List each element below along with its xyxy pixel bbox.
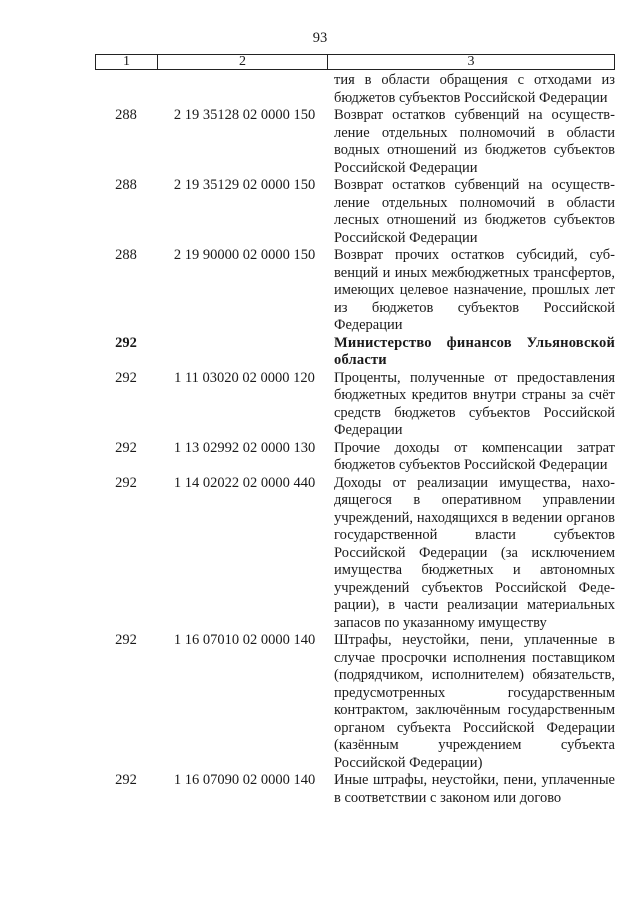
description-cell: Прочие доходы от компенсации затрат бюджетов субъектов Российской Федерации — [334, 439, 615, 473]
table-body — [95, 72, 615, 807]
table-row — [95, 107, 615, 177]
admin-code-cell: 292 — [115, 439, 137, 456]
table-row — [95, 632, 615, 772]
budget-code-cell: 2 19 35128 02 0000 150 — [173, 107, 316, 123]
table-row — [95, 475, 615, 633]
budget-code-cell: 2 19 35129 02 0000 150 — [173, 177, 316, 193]
description-cell: тия в области обращения с отходами из бюджетов субъектов Российской Федерации — [334, 72, 615, 106]
admin-code-cell: 292 — [115, 334, 137, 351]
admin-code-cell: 292 — [115, 474, 137, 491]
table-row — [95, 177, 615, 247]
description-cell: Доходы от реализации имущества, находящегося в оперативном управлении учреждений, находящихся в ведении органов государственной власти субъектов Российской Федерации (за исключением имущества бюджетных и автономных учреждений субъектов Российской Федерации), в части реализации материальных запасов по указанному имуществу — [334, 474, 615, 631]
description-cell: Проценты, полученные от предоставления бюджетных кредитов внутри страны за счёт средств бюджетов субъектов Российской Федерации — [334, 369, 615, 438]
header-col-2: 2 — [158, 55, 328, 69]
budget-code-cell: 1 11 03020 02 0000 120 — [174, 369, 315, 386]
admin-code-cell: 288 — [115, 247, 137, 263]
budget-code-cell: 2 19 90000 02 0000 150 — [173, 247, 316, 263]
budget-code-cell: 1 16 07090 02 0000 140 — [173, 772, 316, 788]
admin-code-cell: 288 — [115, 107, 137, 123]
description-cell: Возврат остатков субвенций на осуществление отдельных полномочий в области лесных отношений из бюджетов субъектов Российской Федерации — [334, 177, 615, 246]
table-row — [95, 247, 615, 335]
budget-code-cell — [157, 72, 332, 107]
admin-code-cell — [95, 72, 157, 107]
budget-code-cell: 1 13 02992 02 0000 130 — [173, 439, 316, 456]
table-row — [95, 440, 615, 475]
budget-code-cell: 1 14 02022 02 0000 440 — [173, 474, 316, 491]
table-header-row — [95, 54, 615, 70]
description-cell: Штрафы, неустойки, пени, уплаченные в случае просрочки исполнения поставщиком (подрядчиком, исполнителем) обязательств, предусмотренных государственным контрактом, заключённым государственным органом субъекта Российской Федерации (казённым учреждением субъекта Российской Федерации) — [334, 632, 615, 771]
description-cell: Возврат прочих остатков субсидий, субвенций и иных межбюджетных трансфертов, имеющих целевое назначение, прошлых лет из бюджетов субъектов Российской Федерации — [334, 247, 615, 333]
admin-code-cell: 288 — [115, 177, 137, 193]
page-number: 93 — [312, 30, 328, 46]
header-col-1: 1 — [96, 55, 158, 69]
admin-code-cell: 292 — [115, 632, 137, 648]
table-row — [95, 335, 615, 370]
description-cell: Иные штрафы, неустойки, пени, уплаченные в соответствии с законом или догово — [334, 772, 615, 806]
table-row — [95, 772, 615, 807]
table-row — [95, 72, 615, 107]
admin-code-cell: 292 — [115, 772, 137, 788]
budget-code-cell — [157, 335, 332, 370]
description-cell: Министерство финансов Ульяновской области — [334, 334, 615, 368]
budget-code-cell: 1 16 07010 02 0000 140 — [173, 632, 316, 648]
table-row — [95, 370, 615, 440]
header-col-3: 3 — [467, 54, 475, 69]
admin-code-cell: 292 — [115, 369, 137, 386]
description-cell: Возврат остатков субвенций на осуществление отдельных полномочий в области водных отношений из бюджетов субъектов Российской Федерации — [334, 107, 615, 176]
